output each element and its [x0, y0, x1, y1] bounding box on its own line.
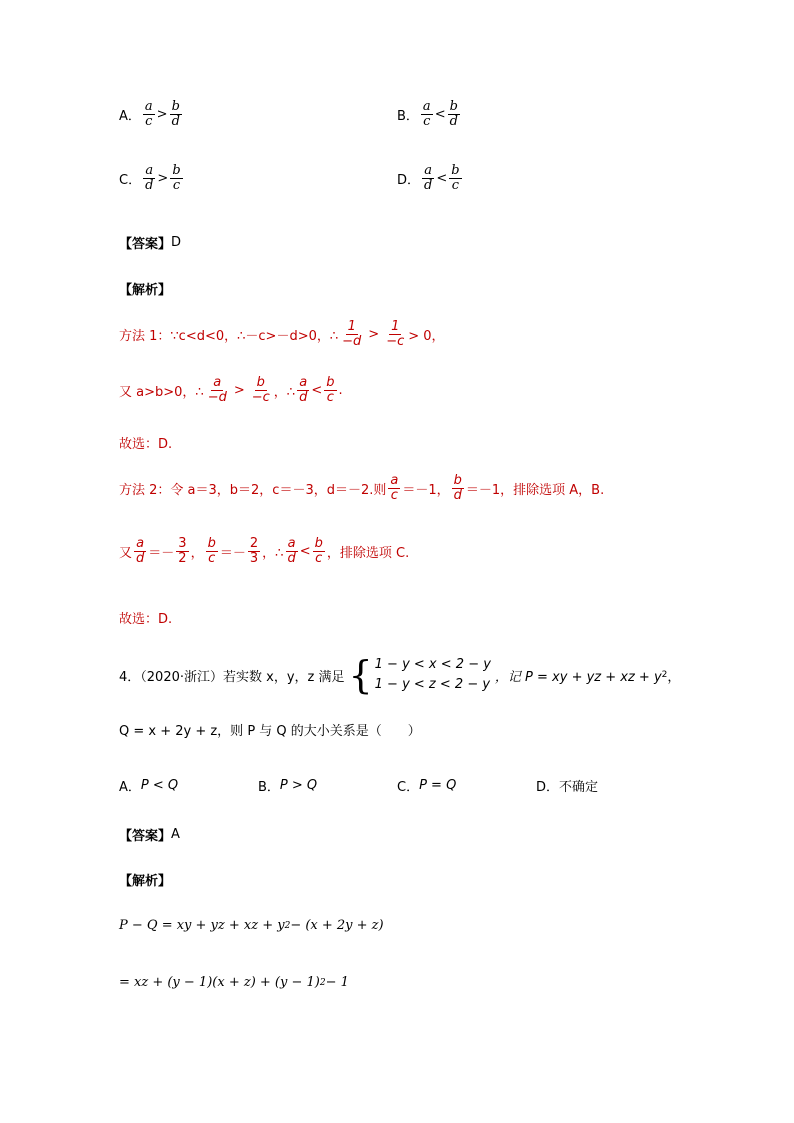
- q4-equation-2: [119, 975, 349, 990]
- option-letter: D．: [536, 780, 560, 795]
- operator: >: [156, 107, 168, 122]
- fraction: $\frac{b}{c}$: [326, 375, 335, 405]
- fraction: $\frac{2}{3}$: [249, 536, 259, 566]
- inequality-system: [348, 655, 490, 695]
- answer-label: 【答案】: [119, 829, 172, 844]
- system-row-2: 1 − y < z < 2 − y: [374, 677, 491, 692]
- left-brace-icon: {: [348, 653, 373, 697]
- q4-option-b: [258, 776, 317, 795]
- conclusion-2-text: 故选：D.: [119, 612, 173, 627]
- method1b-line: [119, 376, 343, 405]
- operator: <: [299, 544, 311, 559]
- fraction: $\frac{a}{d}$: [299, 375, 308, 405]
- fraction: $\frac{b}{c}$: [172, 163, 181, 193]
- fraction: $\frac{a}{c}$: [144, 99, 153, 129]
- option-d: [397, 164, 464, 193]
- analysis-label-text: 【解析】: [119, 874, 172, 889]
- fraction: $\frac{a}{d}$: [424, 163, 433, 193]
- answer-value: D: [171, 235, 182, 250]
- answer-value: A: [171, 827, 180, 842]
- operator: >: [157, 171, 169, 186]
- option-text: P < Q: [140, 778, 179, 793]
- method1-line: [119, 320, 445, 349]
- analysis-label: [119, 279, 171, 298]
- operator: >: [368, 327, 380, 342]
- q4-stem-end: ，: [667, 669, 681, 685]
- option-letter: D．: [397, 173, 421, 188]
- fraction: $\frac{a}{c}$: [422, 99, 431, 129]
- option-text: P = Q: [419, 778, 457, 793]
- option-a: [119, 100, 184, 129]
- fraction: $\frac{b}{c}$: [207, 536, 216, 566]
- analysis-label-text: 【解析】: [119, 283, 172, 298]
- method2b-suffix: ，排除选项 C.: [326, 546, 410, 561]
- conclusion-2: [119, 608, 172, 627]
- option-letter: B．: [397, 109, 419, 124]
- operator: <: [434, 107, 446, 122]
- fraction: $\frac{a}{c}$: [390, 473, 399, 503]
- answer-line: [119, 233, 181, 252]
- option-text: P > Q: [279, 778, 318, 793]
- q4-option-a: [119, 776, 178, 795]
- method2b-prefix: 又: [119, 546, 133, 561]
- method2b-mid2: ，∴: [262, 546, 284, 561]
- option-letter: A．: [119, 780, 141, 795]
- method2-prefix: 方法 2：令 a＝3，b＝2，c＝－3，d＝－2.则: [119, 483, 387, 498]
- q4-analysis-label: [119, 870, 171, 889]
- method2-eq1: ＝－1，: [402, 483, 450, 498]
- option-letter: B．: [258, 780, 280, 795]
- q4-stem-line1: [119, 655, 680, 695]
- fraction: $\frac{b}{c}$: [451, 163, 460, 193]
- option-letter: A．: [119, 109, 141, 124]
- exponent: 2: [284, 920, 291, 931]
- method2b-eq1: ＝－: [148, 546, 175, 561]
- equation-part: − (x + 2y + z): [290, 918, 384, 933]
- fraction: $\frac{b}{d}$: [171, 99, 180, 129]
- method2-eq2: ＝－1，排除选项 A，B.: [465, 483, 605, 498]
- fraction: $\frac{a}{d}$: [287, 536, 296, 566]
- exponent: 2: [661, 670, 668, 680]
- equation-part: = xz + (y − 1)(x + z) + (y − 1): [119, 975, 320, 990]
- q4-stem-line2: [119, 720, 421, 739]
- method2b-line: [119, 537, 409, 566]
- method1b-mid: ，∴: [273, 385, 296, 400]
- fraction: $\frac{a}{d}$: [145, 163, 154, 193]
- fraction: $\frac{b}{d}$: [453, 473, 462, 503]
- option-text: 不确定: [559, 780, 599, 795]
- method2-line: [119, 474, 604, 503]
- q4-option-c: [397, 776, 456, 795]
- system-rows: [375, 655, 491, 695]
- answer-label: 【答案】: [119, 237, 172, 252]
- q4-answer-line: [119, 825, 180, 844]
- option-letter: C．: [119, 173, 142, 188]
- q4-stem-prefix: 4．（2020·浙江）若实数 x，y，z 满足: [119, 669, 345, 685]
- q4-option-d: [536, 776, 598, 795]
- method2b-eq2: ＝－: [219, 546, 246, 561]
- fraction: $\frac{3}{2}$: [178, 536, 187, 566]
- fraction: $\frac{b}{-c}$: [251, 375, 270, 405]
- q4-equation-1: [119, 918, 384, 933]
- system-row-1: 1 − y < x < 2 − y: [374, 657, 491, 672]
- operator: <: [436, 171, 448, 186]
- exponent: 2: [319, 977, 326, 988]
- q4-stem-mid: ，记 P = xy + yz + xz + y: [494, 669, 662, 685]
- fraction: $\frac{b}{d}$: [449, 99, 458, 129]
- conclusion-1-text: 故选：D.: [119, 437, 173, 452]
- fraction: $\frac{a}{-d}$: [207, 375, 227, 405]
- method1b-suffix: .: [338, 383, 343, 398]
- option-letter: C．: [397, 780, 420, 795]
- q4-stem-line2-text: Q = x + 2y + z，则 P 与 Q 的大小关系是（ ）: [119, 724, 421, 739]
- method1-prefix: 方法 1：∵c<d<0，∴－c>－d>0，∴: [119, 329, 339, 344]
- operator: >: [233, 383, 245, 398]
- method1b-prefix: 又 a>b>0，∴: [119, 385, 204, 400]
- option-b: [397, 100, 462, 129]
- equation-part: − 1: [325, 975, 349, 990]
- fraction: $\frac{1}{-d}$: [342, 319, 362, 349]
- conclusion-1: [119, 433, 172, 452]
- equation-part: P − Q = xy + yz + xz + y: [119, 918, 285, 933]
- fraction: $\frac{b}{c}$: [314, 536, 323, 566]
- fraction: $\frac{1}{-c}$: [386, 319, 405, 349]
- method2b-mid1: ，: [190, 546, 204, 561]
- operator: <: [311, 383, 323, 398]
- fraction: $\frac{a}{d}$: [136, 536, 145, 566]
- option-c: [119, 164, 185, 193]
- method1-suffix: > 0，: [408, 329, 445, 344]
